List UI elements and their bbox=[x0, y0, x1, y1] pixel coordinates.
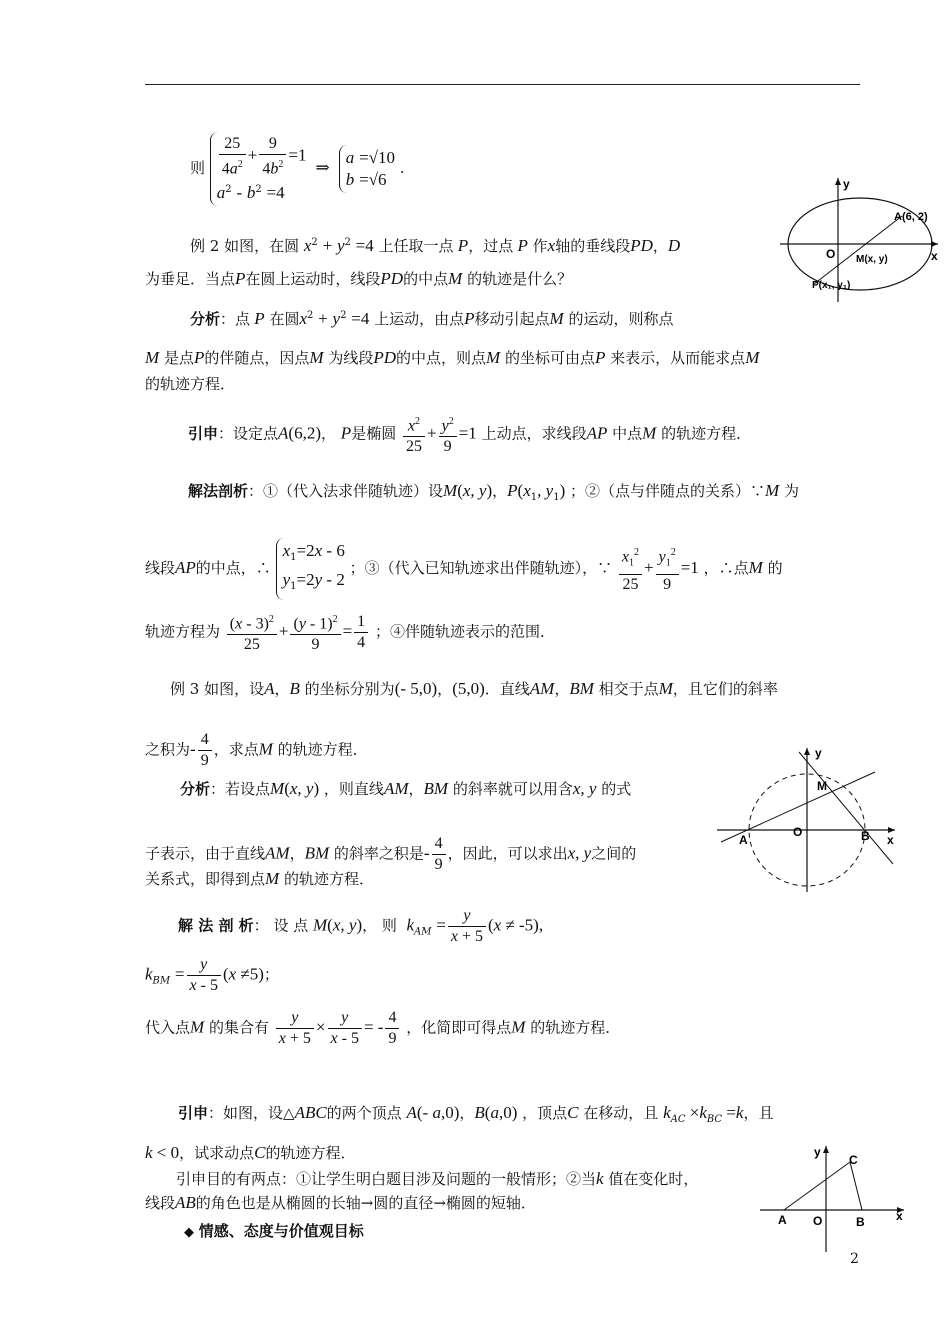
fig2-x-label: x bbox=[887, 833, 894, 847]
fig1-x-label: x bbox=[931, 249, 938, 263]
extension-1-line: 引申：设定点A(6,2)， P是椭圆 $\frac{x^2}{25}$ + $\frac{y^2}{9}$ =1 上动点，求线段AP 中点M 的轨迹方程． bbox=[188, 412, 751, 457]
extension-2-purpose-2: 线段AB的角色也是从椭圆的长轴→圆的直径→椭圆的短轴． bbox=[145, 1193, 536, 1212]
fig2-point-m-label: M bbox=[817, 779, 827, 793]
extension-2-line-1: 引申：如图，设△ABC的两个顶点 A(- a,0)，B(a,0) ，顶点C 在移动，且 $k_{AC} \times k_{BC} =k$，且 bbox=[178, 1103, 774, 1125]
section-heading bbox=[184, 1220, 364, 1244]
example-3-line-2: 之积为- $\frac{4}{9}$ ，求点M 的轨迹方程． bbox=[145, 731, 368, 769]
header-rule bbox=[145, 84, 860, 85]
fig1-origin-label: O bbox=[826, 247, 836, 261]
example-3-substitution: 代入点M 的集合有 $\frac{y}{x + 5}$ × $\frac{y}{x - 5}$ = - $\frac{4}{9}$ ，化简即可得点M 的轨迹方程． bbox=[145, 1009, 621, 1047]
fig2-point-a-label: A bbox=[739, 833, 748, 847]
section-heading-text: 情感、态度与价值观目标 bbox=[198, 1222, 364, 1240]
page-number: 2 bbox=[850, 1251, 859, 1267]
example-2-analysis-1: 分析：点 P 在圆$x^2 + y^2 =4$ 上运动，由点P移动引起点M 的运动，则称点 bbox=[190, 309, 674, 328]
example-3-solution-2: $k_{BM}$ = $\frac{y}{x - 5}$ (x ≠5)； bbox=[145, 956, 279, 994]
extension-2-line-2: k < 0，试求动点C的轨迹方程． bbox=[145, 1143, 356, 1162]
extension-2-purpose-1: 引申目的有两点：①让学生明白题目涉及问题的一般情形；②当k 值在变化时， bbox=[176, 1169, 699, 1188]
figure-ellipse-2 bbox=[715, 742, 900, 897]
example-2-analysis-3: 的轨迹方程． bbox=[145, 375, 236, 393]
fig3-point-a-label: A bbox=[778, 1213, 787, 1227]
fig3-point-b-label: B bbox=[856, 1215, 865, 1229]
fig3-point-c-label: C bbox=[849, 1153, 858, 1167]
fig3-x-label: x bbox=[896, 1209, 903, 1223]
example-2-line-1: 例 2 如图，在圆 $x^2 + y^2 =4$ 上任取一点 P，过点 P 作x轴的垂线段PD，D bbox=[190, 236, 681, 255]
figure-triangle bbox=[758, 1140, 908, 1255]
diamond-bullet-icon: ◆ bbox=[184, 1225, 194, 1240]
solution-1-line-1: 解法剖析：①（代入法求伴随轨迹）设M(x, y)，$P(x_1$, $y_1$) ；②（点与伴随点的关系）∵M 为 bbox=[188, 481, 799, 503]
figure-ellipse-1 bbox=[770, 172, 945, 307]
fig2-point-b-label: B bbox=[861, 829, 870, 843]
example-3-analysis-2: 子表示，由于直线AM，BM 的斜率之积是- $\frac{4}{9}$ ，因此，可以求出x, y之间的 bbox=[145, 835, 637, 873]
system-equations-line: 则 $\frac{25}{4a^2}$ + $\frac{9}{4b^2}$ =1 $a^2 - b^2 =4$ ⇒ a =√10 b =√6 . bbox=[190, 132, 405, 206]
fig1-point-m-label: M(x, y) bbox=[856, 254, 888, 265]
solution-1-line-3: 轨迹方程为 $\frac{(x - 3)^2}{25}$ + $\frac{(y - 1)^2}{9}$ = $\frac{1}{4}$ ；④伴随轨迹表示的范围． bbox=[145, 610, 555, 655]
example-2-analysis-2: M 是点P的伴随点，因点M 为线段PD的中点，则点M 的坐标可由点P 来表示，从而能求点M bbox=[145, 348, 760, 367]
example-3-analysis-3: 关系式，即得到点M 的轨迹方程． bbox=[145, 869, 374, 888]
fig2-y-label: y bbox=[815, 746, 822, 760]
example-2-line-2: 为垂足．当点P在圆上运动时，线段PD的中点M 的轨迹是什么？ bbox=[145, 269, 573, 288]
fig3-origin-label: O bbox=[813, 1214, 823, 1228]
fig1-y-label: y bbox=[843, 177, 850, 191]
fig3-y-label: y bbox=[814, 1145, 821, 1159]
example-3-analysis-1: 分析：若设点M(x, y) ，则直线AM，BM 的斜率就可以用含x, y 的式 bbox=[180, 779, 632, 798]
fig2-origin-label: O bbox=[793, 825, 803, 839]
example-3-line-1: 例 3 如图，设A，B 的坐标分别为(- 5,0)，(5,0)．直线AM，BM 相交于点M，且它们的斜率 bbox=[170, 679, 778, 698]
fig1-point-a-label: A(6, 2) bbox=[894, 211, 928, 223]
example-3-solution-1: 解 法 剖 析： 设 点 M(x, y)， 则 $k_{AM}$ = $\frac{y}{x + 5}$ (x ≠ -5), bbox=[178, 907, 544, 945]
solution-1-line-2: 线段AP的中点，∴ $x_1=2x - 6$ $y_1=2y - 2$ ；③（代入已知轨迹求出伴随轨迹），∵ $\frac{x_1^2}{25}$ + $\frac{y_1^2}{9}$ =1 ，∴点M 的 bbox=[145, 538, 783, 600]
fig1-point-p-label: P(x₁, y₁) bbox=[812, 280, 851, 291]
